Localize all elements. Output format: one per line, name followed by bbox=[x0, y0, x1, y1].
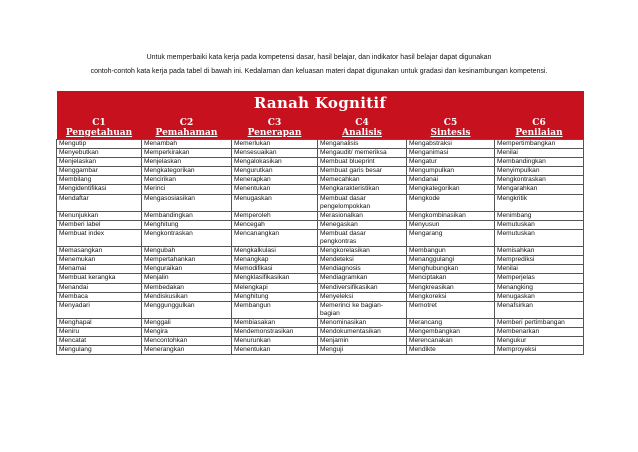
table-cell: Mengabstraksi bbox=[407, 140, 495, 149]
table-cell: Mengira bbox=[142, 327, 232, 336]
table-cell: Mempertahankan bbox=[142, 256, 232, 265]
table-cell: Melengkapi bbox=[232, 283, 318, 292]
table-cell: Menguji bbox=[318, 346, 407, 355]
table-cell: Menangkap bbox=[232, 256, 318, 265]
table-cell: Memperoleh bbox=[232, 211, 318, 220]
table-cell: Mengubah bbox=[142, 247, 232, 256]
table-cell: Menandai bbox=[57, 283, 142, 292]
table-cell: Mengukur bbox=[495, 337, 584, 346]
table-cell: Membiasakan bbox=[232, 318, 318, 327]
table-cell: Menjelaskan bbox=[57, 158, 142, 167]
table-cell: Mengkode bbox=[407, 194, 495, 211]
cognitive-domain-table bbox=[56, 91, 584, 355]
table-title: Ranah Kognitif bbox=[57, 91, 584, 116]
table-cell: Menyeleksi bbox=[318, 292, 407, 301]
table-cell: Memberi label bbox=[57, 220, 142, 229]
table-cell: Mendiskusikan bbox=[142, 292, 232, 301]
table-cell: Memisahkan bbox=[495, 247, 584, 256]
table-cell: Menentukan bbox=[232, 185, 318, 194]
table-cell: Menjalin bbox=[142, 274, 232, 283]
table-cell: Membenarkan bbox=[495, 327, 584, 336]
table-row bbox=[57, 265, 584, 274]
table-row bbox=[57, 176, 584, 185]
table-cell: Membuat dasar pengelompokkan bbox=[318, 194, 407, 211]
table-cell: Membaca bbox=[57, 292, 142, 301]
table-cell: Membedakan bbox=[142, 283, 232, 292]
level-name: Pengetahuan bbox=[65, 128, 133, 138]
table-cell: Menggambar bbox=[57, 167, 142, 176]
table-cell: Menanggulangi bbox=[407, 256, 495, 265]
table-cell: Mempertimbangkan bbox=[495, 140, 584, 149]
table-cell: Mencatat bbox=[57, 337, 142, 346]
table-cell: Memerinci ke bagian- bagian bbox=[318, 301, 407, 318]
table-row bbox=[57, 229, 584, 246]
table-cell: Membuat index bbox=[57, 229, 142, 246]
column-header bbox=[232, 116, 318, 140]
table-cell: Merancang bbox=[407, 318, 495, 327]
table-cell: Mendiagnosis bbox=[318, 265, 407, 274]
level-name: Pemahaman bbox=[155, 128, 218, 138]
table-cell: Mengidentifikasi bbox=[57, 185, 142, 194]
table-cell: Menerapkan bbox=[232, 176, 318, 185]
table-row bbox=[57, 149, 584, 158]
table-cell: Menjelaskan bbox=[142, 158, 232, 167]
table-cell: Menangking bbox=[495, 283, 584, 292]
table-cell: Mengembangkan bbox=[407, 327, 495, 336]
table-cell: Membandingkan bbox=[495, 158, 584, 167]
table-cell: Mengklasifikasikan bbox=[232, 274, 318, 283]
table-cell: Menyebutkan bbox=[57, 149, 142, 158]
table-row bbox=[57, 292, 584, 301]
level-code: C6 bbox=[532, 118, 546, 128]
table-cell: Menunjukkan bbox=[57, 211, 142, 220]
level-code: C4 bbox=[355, 118, 369, 128]
table-row bbox=[57, 140, 584, 149]
table-cell: Mengkombinasikan bbox=[407, 211, 495, 220]
level-code: C5 bbox=[443, 118, 458, 128]
level-header-row bbox=[57, 116, 584, 140]
table-cell: Mengarang bbox=[407, 229, 495, 246]
column-header bbox=[57, 116, 142, 140]
table-cell: Menyusun bbox=[407, 220, 495, 229]
table-cell: Memasangkan bbox=[57, 247, 142, 256]
table-cell: Mencontohkan bbox=[142, 337, 232, 346]
table-cell: Mendanai bbox=[407, 176, 495, 185]
level-code: C2 bbox=[179, 118, 194, 128]
level-code: C3 bbox=[267, 118, 282, 128]
table-cell: Mengkontraskan bbox=[142, 229, 232, 246]
intro-line-2: contoh-contoh kata kerja pada tabel di bawah ini. Kedalaman dan keluasan materi dapat digunakan untuk gradasi dan kesinambungan kompetensi. bbox=[90, 68, 548, 75]
table-cell: Merasionalkan bbox=[318, 211, 407, 220]
column-header bbox=[495, 116, 584, 140]
table-cell: Memecahkan bbox=[318, 176, 407, 185]
table-cell: Mencegah bbox=[232, 220, 318, 229]
level-code: C1 bbox=[92, 118, 106, 128]
table-cell: Menganalisis bbox=[318, 140, 407, 149]
table-cell: Menciptakan bbox=[407, 274, 495, 283]
table-cell: Menambah bbox=[142, 140, 232, 149]
table-cell: Mengalokasikan bbox=[232, 158, 318, 167]
table-cell: Menggunggulkan bbox=[142, 301, 232, 318]
table-cell: Memutuskan bbox=[495, 229, 584, 246]
table-row bbox=[57, 327, 584, 336]
table-cell: Mengumpulkan bbox=[407, 167, 495, 176]
table-cell: Menggali bbox=[142, 318, 232, 327]
table-cell: Mendiversifikasikan bbox=[318, 283, 407, 292]
table-cell: Mendeteksi bbox=[318, 256, 407, 265]
table-cell: Mengatur bbox=[407, 158, 495, 167]
column-header bbox=[318, 116, 407, 140]
level-name: Penilaian bbox=[515, 128, 563, 138]
table-cell: Mengkategorikan bbox=[407, 185, 495, 194]
table-cell: Memotret bbox=[407, 301, 495, 318]
table-row bbox=[57, 256, 584, 265]
table-row bbox=[57, 211, 584, 220]
table-cell: Menjamin bbox=[318, 337, 407, 346]
table-row bbox=[57, 337, 584, 346]
table-row bbox=[57, 346, 584, 355]
table-cell: Menghapal bbox=[57, 318, 142, 327]
table-cell: Mengulang bbox=[57, 346, 142, 355]
table-cell: Mencanangkan bbox=[232, 229, 318, 246]
table-cell: Menurunkan bbox=[232, 337, 318, 346]
table-cell: Menganimasi bbox=[407, 149, 495, 158]
table-cell: Memberi pertimbangan bbox=[495, 318, 584, 327]
table-cell: Memperjelas bbox=[495, 274, 584, 283]
table-cell: Menominasikan bbox=[318, 318, 407, 327]
table-cell: Memprediksi bbox=[495, 256, 584, 265]
table-cell: Menilai bbox=[495, 149, 584, 158]
table-row bbox=[57, 220, 584, 229]
table-cell: Mendemonstrasikan bbox=[232, 327, 318, 336]
table-cell: Membangun bbox=[407, 247, 495, 256]
table-cell: Menilai bbox=[495, 265, 584, 274]
table-cell: Mengurutkan bbox=[232, 167, 318, 176]
table-row bbox=[57, 274, 584, 283]
table-cell: Membuat garis besar bbox=[318, 167, 407, 176]
level-name: Sintesis bbox=[430, 128, 471, 138]
table-body bbox=[57, 140, 584, 355]
table-cell: Menentukan bbox=[232, 346, 318, 355]
table-cell: Memutuskan bbox=[495, 220, 584, 229]
table-cell: Mendokumentasikan bbox=[318, 327, 407, 336]
table-row bbox=[57, 247, 584, 256]
table-cell: Menugaskan bbox=[495, 292, 584, 301]
table-cell: Menimbang bbox=[495, 211, 584, 220]
table-cell: Menghitung bbox=[232, 292, 318, 301]
table-cell: Membuat kerangka bbox=[57, 274, 142, 283]
table-cell: Mengasosiasikan bbox=[142, 194, 232, 211]
table-cell: Mengkritik bbox=[495, 194, 584, 211]
table-cell: Membandingkan bbox=[142, 211, 232, 220]
table-row bbox=[57, 167, 584, 176]
table-cell: Menghubungkan bbox=[407, 265, 495, 274]
table-cell: Membilang bbox=[57, 176, 142, 185]
table-cell: Menguraikan bbox=[142, 265, 232, 274]
table-cell: Mensesuaikan bbox=[232, 149, 318, 158]
table-cell: Mendikte bbox=[407, 346, 495, 355]
table-row bbox=[57, 318, 584, 327]
table-cell: Membuat blueprint bbox=[318, 158, 407, 167]
intro-line-1: Untuk memperbaiki kata kerja pada kompetensi dasar, hasil belajar, dan indikator hasil belajar dapat digunakan bbox=[146, 54, 492, 61]
table-cell: Mengkalkulasi bbox=[232, 247, 318, 256]
table-cell: Memerlukan bbox=[232, 140, 318, 149]
table-row bbox=[57, 301, 584, 318]
table-row bbox=[57, 158, 584, 167]
table-cell: Meniru bbox=[57, 327, 142, 336]
table-cell: Memproyeksi bbox=[495, 346, 584, 355]
table-cell: Mengkarakteristikan bbox=[318, 185, 407, 194]
level-name: Penerapan bbox=[247, 128, 302, 138]
table-cell: Merinci bbox=[142, 185, 232, 194]
table-cell: Mendiagramkan bbox=[318, 274, 407, 283]
table-cell: Menerangkan bbox=[142, 346, 232, 355]
table-cell: Mengarahkan bbox=[495, 185, 584, 194]
table-cell: Menghitung bbox=[142, 220, 232, 229]
table-cell: Memperkirakan bbox=[142, 149, 232, 158]
table-cell: Menemukan bbox=[57, 256, 142, 265]
table-cell: Mengkorelasikan bbox=[318, 247, 407, 256]
table-cell: Mengkoreksi bbox=[407, 292, 495, 301]
table-cell: Menyimpulkan bbox=[495, 167, 584, 176]
table-cell: Mendaftar bbox=[57, 194, 142, 211]
table-cell: Membangun bbox=[232, 301, 318, 318]
table-cell: Memodifikasi bbox=[232, 265, 318, 274]
table-cell: Mengutip bbox=[57, 140, 142, 149]
table-cell: Merencanakan bbox=[407, 337, 495, 346]
table-cell: Mencirikan bbox=[142, 176, 232, 185]
table-row bbox=[57, 194, 584, 211]
column-header bbox=[407, 116, 495, 140]
table-cell: Mengkategorikan bbox=[142, 167, 232, 176]
table-cell: Mengaudit/ memeriksa bbox=[318, 149, 407, 158]
table-cell: Menamai bbox=[57, 265, 142, 274]
level-name: Analisis bbox=[342, 128, 382, 138]
table-cell: Menugaskan bbox=[232, 194, 318, 211]
table-cell: Menyadari bbox=[57, 301, 142, 318]
table-cell: Menafsirkan bbox=[495, 301, 584, 318]
table-row bbox=[57, 283, 584, 292]
table-cell: Mengkreasikan bbox=[407, 283, 495, 292]
column-header bbox=[142, 116, 232, 140]
table-cell: Membuat dasar pengkontras bbox=[318, 229, 407, 246]
table-row bbox=[57, 185, 584, 194]
table-cell: Menegaskan bbox=[318, 220, 407, 229]
table-cell: Mengkontraskan bbox=[495, 176, 584, 185]
